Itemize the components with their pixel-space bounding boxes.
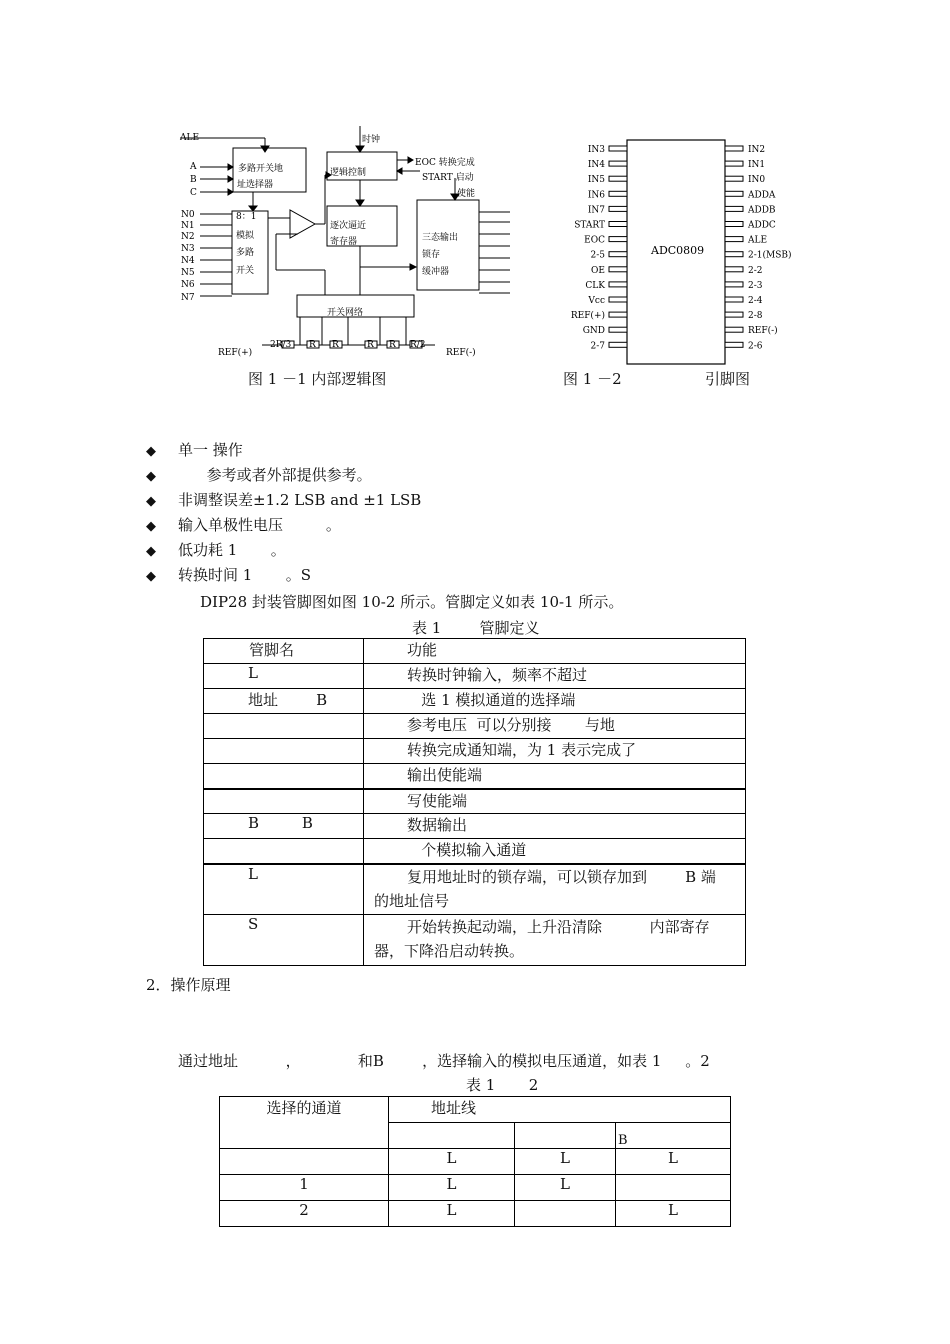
pin-label-right: ADDC [748,220,776,231]
internal-logic-diagram [170,120,510,365]
pin-label-right: 2-4 [748,296,763,306]
pin-label-right: 2-6 [748,341,763,352]
table-cell [616,1175,731,1201]
table-cell: L [515,1175,616,1201]
pin-label-right: 2-2 [748,265,763,276]
table-row [204,689,746,714]
mux-label: 8：1 [236,212,257,222]
buffer-label: 锁存 [422,250,441,260]
pin-stub [725,312,743,317]
table-cell: L [389,1175,515,1201]
figure1-caption: 图 1 －1 内部逻辑图 [248,370,387,388]
bullet-item: ◆ 转换时间 1 。S [146,566,311,584]
table-cell: 1 [220,1175,389,1201]
table-header-cell: 选择的通道 [220,1097,389,1149]
pin-stub [609,237,627,242]
in-label: N5 [181,268,195,278]
table-cell: 参考电压 可以分别接 与地 [364,714,746,739]
pin-label-left: 2-5 [590,250,605,261]
table-cell: S [204,915,364,966]
a-label: A [190,162,197,172]
in-label: N7 [181,293,195,303]
pin-label-left: OE [591,265,605,276]
table-cell: 输出使能端 [364,764,746,789]
table-cell: 转换时钟输入，频率不超过 [364,664,746,689]
enable-label: 使能 [457,189,476,199]
bullet-item: ◆ 参考或者外部提供参考。 [146,466,372,484]
buffer-label: 缓冲器 [422,267,450,277]
bullet-item: ◆ 低功耗 1 。 [146,541,286,559]
bullet-item: ◆ 输入单极性电压 。 [146,516,341,534]
table-cell [515,1123,616,1149]
table-cell: L [204,864,364,915]
table-cell: 个模拟输入通道 [364,839,746,864]
pin-stub [725,206,743,211]
pin-label-right: IN0 [748,175,766,186]
table-cell [389,1123,515,1149]
table-cell [515,1201,616,1227]
table-cell: 转换完成通知端，为 1 表示完成了 [364,739,746,764]
pin-stub [609,297,627,302]
address-text: 通过地址 ， 和B ，选择输入的模拟电压通道，如表 1 。2 [178,1052,710,1070]
pin-stub [725,237,743,242]
table1-title: 表 1 管脚定义 [412,619,540,637]
mux-addr-label: 址选择器 [237,180,274,190]
pin-stub [725,297,743,302]
pin-label-left: Vcc [588,296,605,306]
b-label: B [190,175,197,185]
pin-label-right: ADDA [748,190,776,201]
table-cell [204,739,364,764]
clock-label: 时钟 [362,135,381,145]
pin-stub [609,312,627,317]
table-row [204,714,746,739]
pin-stub [609,342,627,347]
pin-label-left: IN4 [587,160,605,171]
table-cell: B [616,1123,731,1149]
ref-plus-label: REF(+) [218,348,253,358]
table-row [204,739,746,764]
pin-label-right: 2-1(MSB) [748,250,792,261]
c-label: C [190,188,197,198]
table-row [204,814,746,839]
pin-label-left: 2-7 [590,341,605,352]
in-label: N1 [181,221,195,231]
table-header-row [204,639,746,664]
in-label: N3 [181,244,195,254]
pin-stub [609,206,627,211]
figure2-caption-left: 图 1 －2 [563,370,622,388]
mux-label: 多路 [236,248,255,258]
pin-stub [725,282,743,287]
table-cell: 选 1 模拟通道的选择端 [364,689,746,714]
pin-label-left: EOC [584,235,605,246]
sar-label: 寄存器 [330,237,358,247]
pin-stub [609,267,627,272]
table-header-cell: 功能 [364,639,746,664]
pin-label-left: GND [582,326,605,337]
resistor-label: 2R/3 [270,340,292,350]
mux-label: 模拟 [236,231,255,241]
pin-stub [725,252,743,257]
pin-label-left: IN7 [587,205,605,216]
table-row [204,864,746,915]
pin-label-left: IN3 [587,145,605,155]
start-label: START 启动 [422,173,474,183]
table-cell-line: 的地址信号 [374,891,450,910]
table-cell [204,764,364,789]
pin-label-left: CLK [585,280,605,291]
table-cell: L [616,1201,731,1227]
ale-label: ALE [180,133,200,143]
table-cell: L [515,1149,616,1175]
table-cell [220,1149,389,1175]
table-cell [364,915,746,966]
mux-label: 开关 [236,266,255,276]
pin-label-right: ADDB [748,205,776,216]
pin-stub [609,252,627,257]
eoc-label: EOC 转换完成 [415,158,475,168]
in-label: N6 [181,280,195,290]
pin-label-left: IN5 [587,175,605,186]
buffer-label: 三态输出 [422,233,459,243]
pin-label-right: REF(-) [748,326,778,337]
table-cell-line: 开始转换起动端，上升沿清除 内部寄存 [407,918,710,936]
pin-label-right: 2-8 [748,311,763,322]
table-row [220,1201,731,1227]
pin-stub [725,342,743,347]
pin-stub [725,161,743,166]
table-row [204,839,746,864]
table-row [204,764,746,789]
table-cell [364,864,746,915]
pin-stub [609,191,627,196]
resistor-label: R [309,340,316,350]
table-row [204,664,746,689]
pin-stub [609,146,627,151]
table-cell: L [389,1201,515,1227]
table-cell: B B [204,814,364,839]
figure2-caption-right: 引脚图 [705,370,751,388]
pin-stub [609,327,627,332]
pin-stub [725,222,743,227]
table-row [220,1149,731,1175]
table-cell: 地址 B [204,689,364,714]
table-row [220,1175,731,1201]
table-cell: 写使能端 [364,789,746,814]
table-cell: 数据输出 [364,814,746,839]
table-cell: L [616,1149,731,1175]
resistor-label: R [389,340,396,350]
table-cell [204,714,364,739]
pin-stub [725,327,743,332]
pin-stub [609,222,627,227]
pin-definition-table [203,638,746,966]
pin-stub [609,282,627,287]
pin-stub [725,176,743,181]
pin-label-right: 2-3 [748,280,763,291]
table-cell: L [204,664,364,689]
sar-label: 逐次逼近 [330,221,367,231]
channel-select-table [219,1096,731,1227]
resistor-label: R/2 [410,340,426,350]
bullet-item: ◆ 非调整误差±1.2 LSB and ±1 LSB [146,491,422,509]
in-label: N0 [181,210,195,220]
pin-label-right: ALE [748,235,768,246]
resistor-label: R [367,340,374,350]
pin-label-left: START [574,220,605,231]
pin-stub [609,176,627,181]
table-cell-line: 复用地址时的锁存端，可以锁存加到 B 端 [407,867,716,886]
bullet-item: ◆ 单一 操作 [146,441,243,459]
table-row [204,789,746,814]
resistor-label: R [332,340,339,350]
table-cell-line: 器，下降沿启动转换。 [374,942,525,960]
pin-label-left: IN6 [587,190,605,201]
switch-network-label: 开关网络 [327,308,364,318]
in-label: N2 [181,232,195,242]
table-cell [204,839,364,864]
logic-label: 逻辑控制 [330,168,367,178]
pin-stub [725,146,743,151]
table-cell: L [389,1149,515,1175]
mux-addr-label: 多路开关地 [238,164,284,174]
table-header-cell: 地址线 [389,1097,731,1123]
ref-minus-label: REF(-) [446,348,476,358]
pin-stub [609,161,627,166]
pin-label-right: IN2 [748,145,766,155]
chip-name: ADC0809 [651,244,705,257]
table-row [204,915,746,966]
intro-text: DIP28 封装管脚图如图 10-2 所示。管脚定义如表 10-1 所示。 [200,593,624,611]
pin-stub [725,267,743,272]
in-label: N4 [181,256,195,266]
pinout-diagram [570,136,810,368]
pin-label-right: IN1 [748,160,766,171]
table-cell: 2 [220,1201,389,1227]
section-title: 2．操作原理 [146,976,231,994]
pin-label-left: REF(+) [570,311,605,322]
pin-stub [725,191,743,196]
table2-title: 表 1 2 [466,1076,539,1094]
table-cell [204,789,364,814]
table-header-cell: 管脚名 [204,639,364,664]
